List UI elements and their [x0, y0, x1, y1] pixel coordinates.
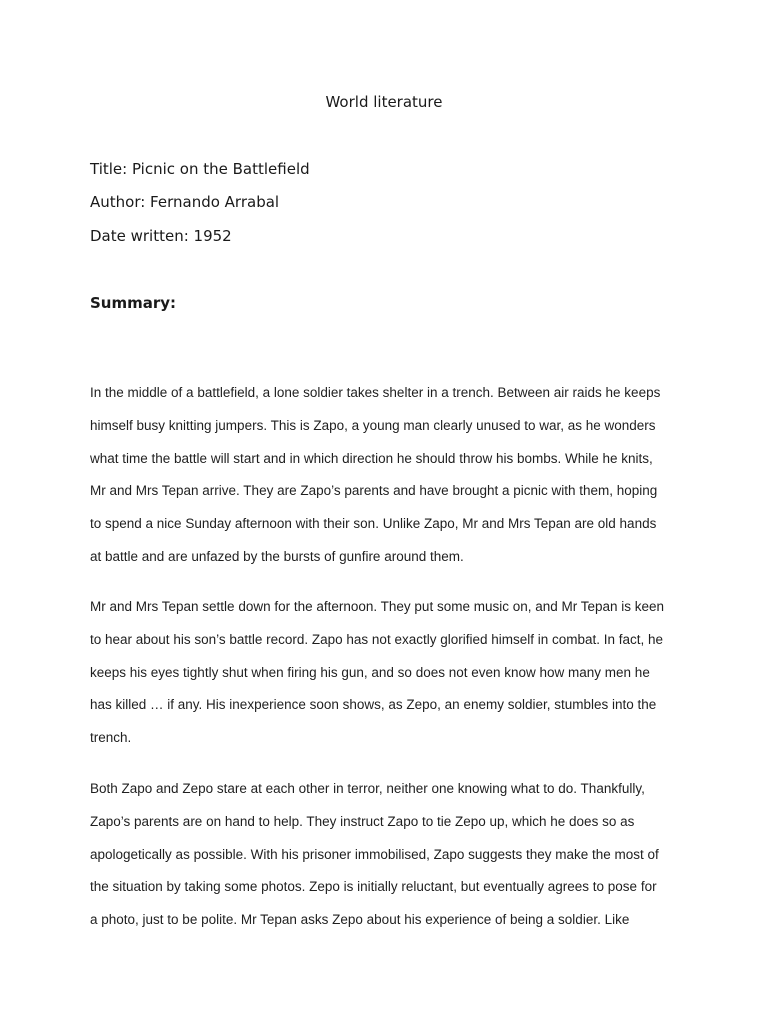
summary-paragraph-2 — [90, 597, 690, 761]
paragraph-line: a photo, just to be polite. Mr Tepan asks Zepo about his experience of being a soldier. Like — [90, 912, 630, 928]
meta-title: Title: Picnic on the Battlefield — [90, 160, 310, 178]
paragraph-line: apologetically as possible. With his prisoner immobilised, Zapo suggests they make the most of — [90, 846, 659, 862]
meta-author: Author: Fernando Arrabal — [90, 193, 280, 211]
paragraph-line: himself busy knitting jumpers. This is Zapo, a young man clearly unused to war, as he wonders — [90, 417, 656, 433]
meta-date-written: Date written: 1952 — [90, 227, 232, 245]
paragraph-line: Mr and Mrs Tepan settle down for the afternoon. They put some music on, and Mr Tepan is keen — [90, 599, 665, 614]
paragraph-line: at battle and are unfazed by the bursts of gunfire around them. — [90, 548, 464, 564]
summary-paragraph-1 — [90, 383, 690, 580]
paragraph-line: to spend a nice Sunday afternoon with their son. Unlike Zapo, Mr and Mrs Tepan are old hands — [90, 516, 657, 532]
paragraph-line: the situation by taking some photos. Zepo is initially reluctant, but eventually agrees to pose for — [90, 879, 657, 895]
paragraph-line: keeps his eyes tightly shut when firing his gun, and so does not even know how many men he — [90, 664, 650, 680]
paragraph-line: In the middle of a battlefield, a lone soldier takes shelter in a trench. Between air raids he keeps — [90, 385, 661, 400]
summary-heading: Summary: — [90, 294, 177, 312]
summary-paragraph-3 — [90, 779, 690, 943]
paragraph-line: what time the battle will start and in which direction he should throw his bombs. While he knits, — [90, 450, 653, 466]
paragraph-line: trench. — [90, 730, 132, 746]
paragraph-line: has killed … if any. His inexperience soon shows, as Zepo, an enemy soldier, stumbles into the — [90, 697, 657, 713]
paragraph-line: Zapo’s parents are on hand to help. They instruct Zapo to tie Zepo up, which he does so as — [90, 813, 635, 829]
paragraph-line: Mr and Mrs Tepan arrive. They are Zapo’s parents and have brought a picnic with them, hoping — [90, 483, 658, 499]
paragraph-line: to hear about his son’s battle record. Zapo has not exactly glorified himself in combat. In fact, he — [90, 631, 664, 647]
paragraph-line: Both Zapo and Zepo stare at each other in terror, neither one knowing what to do. Thankfully, — [90, 781, 645, 796]
document-heading: World literature — [325, 93, 443, 111]
